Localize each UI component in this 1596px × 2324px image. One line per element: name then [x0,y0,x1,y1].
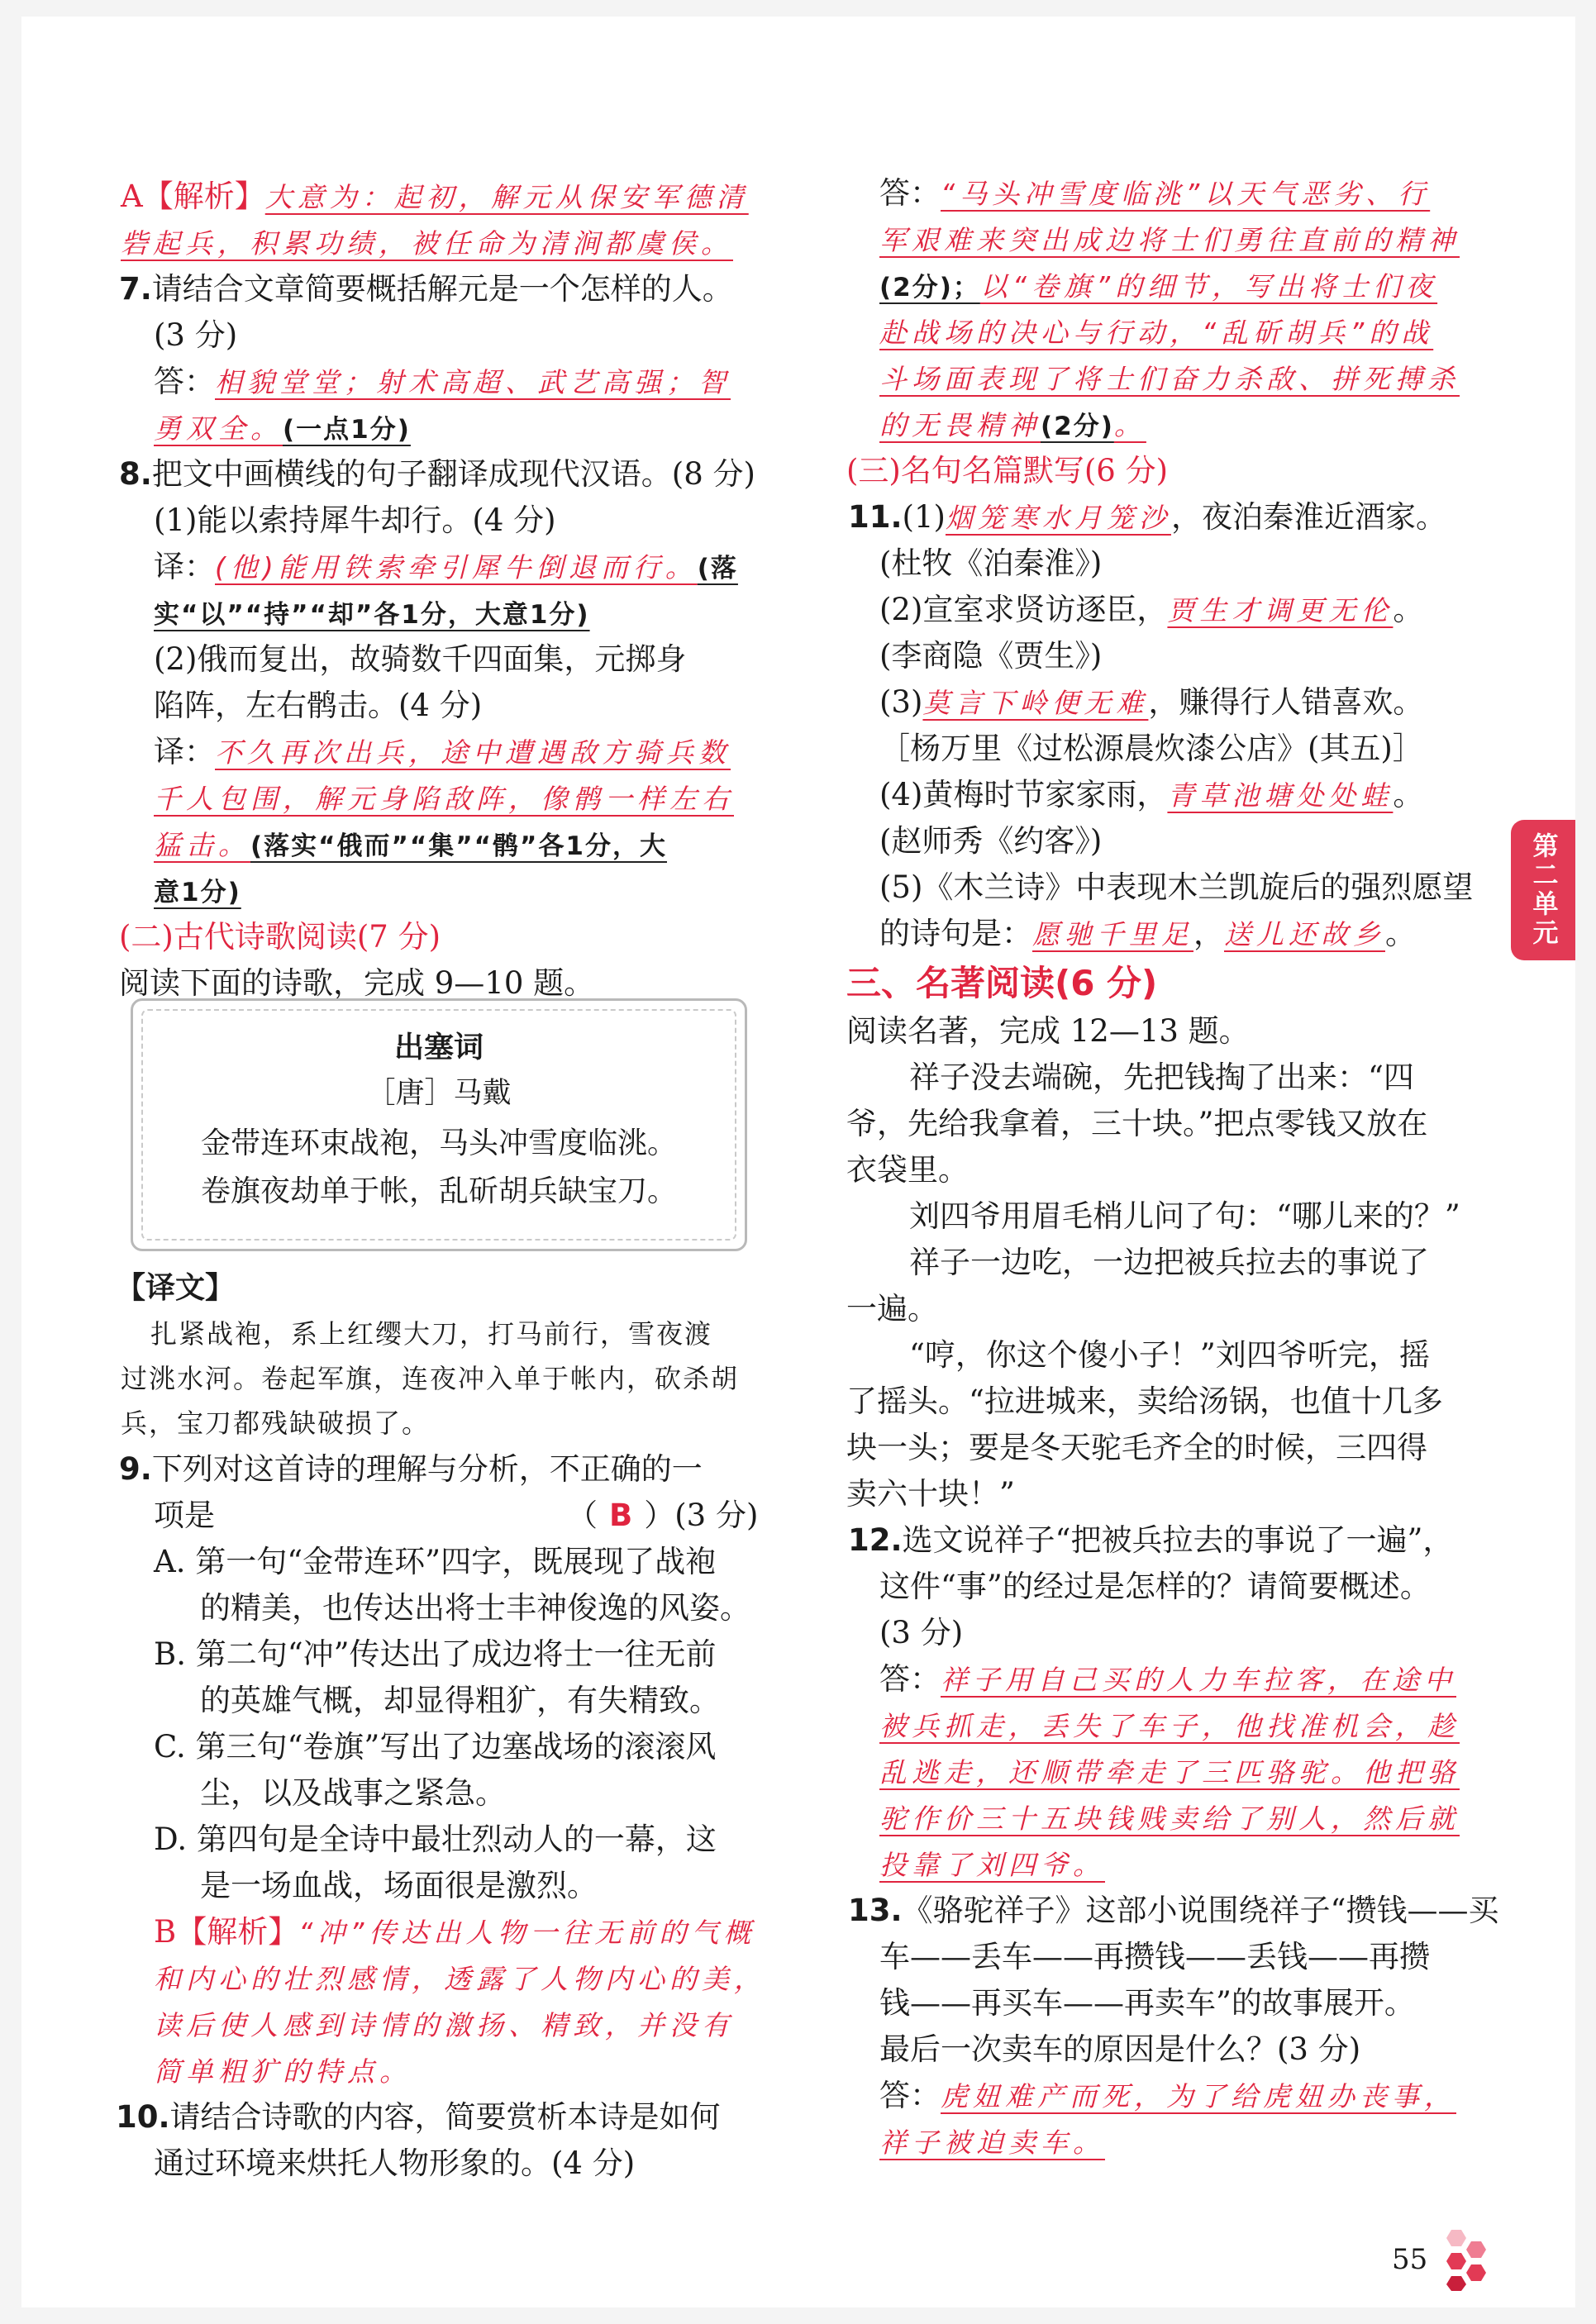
answer-9: （ B ）(3 分) [567,1498,759,1533]
poem-title: 出塞词 [393,1031,484,1064]
section-heading-dictation: (三)名句名篇默写(6 分) [846,453,1169,488]
part-heading-classics: 三、名著阅读(6 分) [846,963,1158,1003]
answer-8-1: 译：(他)能用铁索牵引犀牛倒退而行。(落 [154,549,738,584]
option-d: D. 第四句是全诗中最壮烈动人的一幕，这 [154,1822,717,1857]
hexagon-decoration-icon [1436,2225,1494,2291]
question-11: 11.(1)烟笼寒水月笼沙，夜泊秦淮近酒家。 [848,499,1446,535]
page: A【解析】大意为：起初，解元从保安军德清 砦起兵，积累功绩，被任命为清涧都虞侯。 7.请结合文章简要概括解元是一个怎样的人。 (3 分) 答：相貌堂堂；射术高超、武艺高强；智 勇双全。(一点1分) 8.把文中画横线的句子翻译成现代汉语。(8 分) (1)能以索持犀牛却行。(4 分) 译：(他)能用铁索牵引犀牛倒退而行。(落 实“以”“持”“却”各1分，大意1分) (2)俄而复出，故骑数千四面集，元掷身 陷阵，左右鹘击。(4 分) 译：不久再次出兵，途中遭遇敌方骑兵数 千人包围，解元身陷敌阵，像鹘一样左右 猛击。(落实“俄而”“集”“鹘”各1分，大 意1分) (二)古代诗歌阅读(7 分) 阅读下面的诗歌，完成 9—10 题。 出塞词 ［唐］马戴 金带连环束战袍，马头冲雪度临洮。 卷旗夜劫单于帐，乱斫胡兵缺宝刀。 【译文】 扎紧战袍，系上红缨大刀，打马前行，雪夜渡 过洮水河。卷起军旗，连夜冲入单于帐内，砍杀胡 兵，宝刀都残缺破损了。 9.下列对这首诗的理解与分析，不正确的一 项是 （ B ）(3 分) A. 第一句“金带连环”四字，既展现了战袍 的精美，也传达出将士丰神俊逸的风姿。 B. 第二句“冲”传达出了成边将士一往无前 的英雄气概，却显得粗犷，有失精致。 C. 第三句“卷旗”写出了边塞战场的滚滚风 尘，以及战事之紧急。 D. 第四句是全诗中最壮烈动人的一幕，这 是一场血战，场面很是激烈。 B【解析】“冲”传达出人物一往无前的气概 和内心的壮烈感情，透露了人物内心的美， 读后使人感到诗情的激扬、精致，并没有 简单粗犷的特点。 10.请结合诗歌的内容，简要赏析本诗是如何 通过环境来烘托人物形象的。(4 分) 答：“马头冲雪度临洮”以天气恶劣、行 军艰难来突出成边将士们勇往直前的精神 (2分)；以“卷旗”的细节，写出将士们夜 赴战场的决心与行动，“乱斫胡兵”的战 斗场面表现了将士们奋力杀敌、拼死搏杀 的无畏精神(2分)。 (三)名句名篇默写(6 分) 11.(1)烟笼寒水月笼沙，夜泊秦淮近酒家。 (杜牧《泊秦淮》) (2)宣室求贤访逐臣，贾生才调更无伦。 (李商隐《贾生》) (3)莫言下岭便无难，赚得行人错喜欢。 ［杨万里《过松源晨炊漆公店》(其五)］ (4)黄梅时节家家雨，青草池塘处处蛙。 (赵师秀《约客》) (5)《木兰诗》中表现木兰凯旋后的强烈愿望 的诗句是：愿驰千里足，送儿还故乡。 三、名著阅读(6 分) 阅读名著，完成 12—13 题。 祥子没去端碗，先把钱掏了出来：“四 爷，先给我拿着，三十块。”把点零钱又放在 衣袋里。 刘四爷用眉毛梢儿问了句：“哪儿来的？” 祥子一边吃，一边把被兵拉去的事说了 一遍。 “哼，你这个傻小子！”刘四爷听完，摇 了摇头。“拉进城来，卖给汤锅，也值十几多 块一头；要是冬天驼毛齐全的时候，三四得 卖六十块！” 12.选文说祥子“把被兵拉去的事说了一遍”， 这件“事”的经过是怎样的？请简要概述。 (3 分) 答：祥子用自己买的人力车拉客，在途中 被兵抓走，丢失了车子，他找准机会，趁 乱逃走，还顺带牵走了三匹骆驼。他把骆 驼作价三十五块钱贱卖给了别人，然后就 投靠了刘四爷。 13.《骆驼祥子》这部小说围绕祥子“攒钱——买 车——丢车——再攒钱——丢钱——再攒 钱——再买车——再卖车”的故事展开。 最后一次卖车的原因是什么？(3 分) 答：虎妞难产而死，为了给虎妞办丧事， 祥子被迫卖车。 第二单元 55 [21,17,1575,2307]
poem-author: ［唐］马戴 [366,1077,512,1110]
passage-paragraph: 祥子一边吃，一边把被兵拉去的事说了 [909,1245,1429,1280]
question-13: 13.《骆驼祥子》这部小说围绕祥子“攒钱——买 [848,1893,1499,1928]
page-number: 55 [1392,2243,1428,2276]
answer-13: 答：虎妞难产而死，为了给虎妞办丧事， [879,2078,1456,2113]
passage-paragraph: “哼，你这个傻小子！”刘四爷听完，摇 [909,1337,1430,1373]
passage-paragraph: 刘四爷用眉毛梢儿问了句：“哪儿来的？” [909,1198,1460,1234]
answer-12: 答：祥子用自己买的人力车拉客，在途中 [879,1661,1456,1697]
question-7: 7.请结合文章简要概括解元是一个怎样的人。 [119,271,733,307]
poem-box [131,998,747,1251]
analysis-a: A【解析】大意为：起初，解元从保安军德清 [121,179,749,214]
question-8: 8.把文中画横线的句子翻译成现代汉语。(8 分) [119,456,755,492]
poem-line: 金带连环束战袍，马头冲雪度临洮。 [200,1126,677,1160]
question-9: 9.下列对这首诗的理解与分析，不正确的一 [119,1451,703,1487]
option-a: A. 第一句“金带连环”四字，既展现了战袍 [154,1544,717,1579]
passage-paragraph: 祥子没去端碗，先把钱掏了出来：“四 [909,1060,1414,1095]
question-10: 10.请结合诗歌的内容，简要赏析本诗是如何 [116,2099,721,2135]
question-12: 12.选文说祥子“把被兵拉去的事说了一遍”， [848,1522,1454,1558]
option-c: C. 第三句“卷旗”写出了边塞战场的滚滚风 [154,1729,717,1764]
answer-7: 答：相貌堂堂；射术高超、武艺高强；智 [154,364,731,399]
poem-line: 卷旗夜劫单于帐，乱斫胡兵缺宝刀。 [200,1174,677,1208]
analysis-9: B【解析】“冲”传达出人物一往无前的气概 [154,1914,756,1950]
translation-text: 扎紧战袍，系上红缨大刀，打马前行，雪夜渡 [150,1318,713,1350]
unit-tab: 第二单元 [1511,820,1575,960]
answer-8-2: 译：不久再次出兵，途中遭遇敌方骑兵数 [154,734,731,769]
option-b: B. 第二句“冲”传达出了成边将士一往无前 [154,1636,717,1672]
section-heading-poetry: (二)古代诗歌阅读(7 分) [119,919,441,955]
translation-label: 【译文】 [116,1271,236,1305]
answer-10: 答：“马头冲雪度临洮”以天气恶劣、行 [879,175,1431,211]
